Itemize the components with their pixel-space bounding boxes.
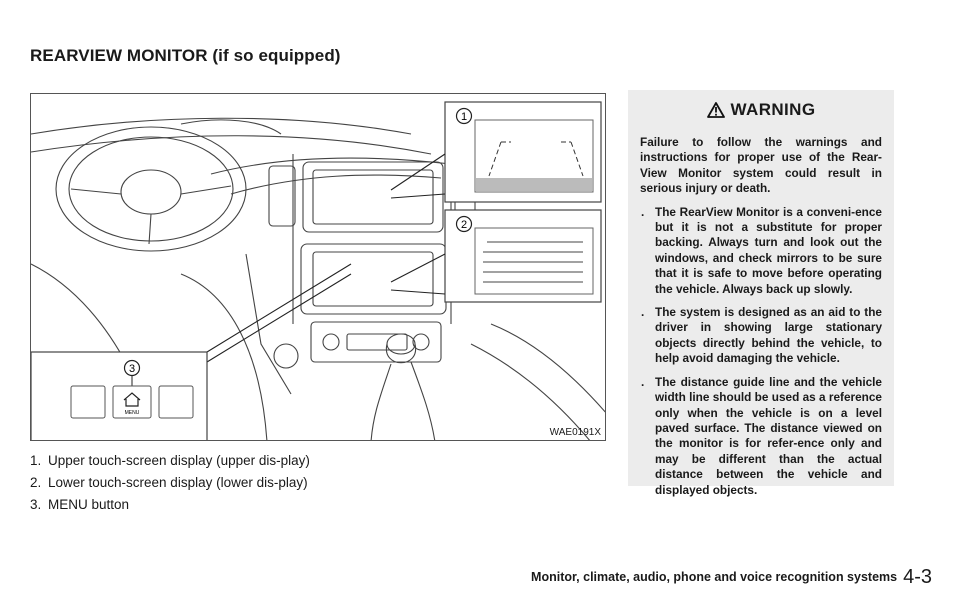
- callout-2-label: 2: [460, 219, 468, 231]
- page-number: 4-3: [903, 566, 932, 588]
- caption-text: Lower touch-screen display (lower dis-play): [48, 475, 308, 490]
- warning-intro: Failure to follow the warnings and instructions for proper use of the Rear-View Monitor system could result in serious injury or death.: [640, 135, 882, 196]
- warning-bullet-text: The distance guide line and the vehicle width line should be used as a reference only when the vehicle is on a level paved surface. The distance viewed on the monitor is for refer-ence only and may be different than the actual distance between the vehicle and displayed objects.: [655, 374, 882, 497]
- warning-box: [628, 90, 894, 497]
- caption-text: MENU button: [48, 497, 130, 512]
- warning-bullet-text: The system is designed as an aid to the driver in showing large stationary objects directly behind the vehicle, to help avoid damaging the vehicle.: [655, 305, 882, 366]
- caption-number: 3.: [30, 497, 42, 512]
- figure-captions: [30, 452, 330, 518]
- dashboard-drawing: [31, 94, 606, 441]
- callout-3-label: 3: [128, 363, 136, 375]
- caption-item: [30, 474, 330, 491]
- warning-triangle-icon: [707, 102, 725, 123]
- footer-section: Monitor, climate, audio, phone and voice recognition systems: [531, 570, 898, 584]
- warning-bullet: . The system is designed as an aid to the driver in showing large stationary objects directly behind the vehicle, to help avoid damaging the vehicle.: [641, 305, 882, 366]
- caption-item: [30, 452, 330, 469]
- callout-1-label: 1: [460, 111, 468, 123]
- warning-bullet: . The RearView Monitor is a conveni-ence but it is not a substitute for proper backing. Always turn and look out the windows, and check mirrors to be sure that it is safe to move before operating the vehicle. Always back up slowly.: [641, 204, 882, 296]
- warning-bullet: . The distance guide line and the vehicle width line should be used as a reference only when the vehicle is on a level paved surface. The distance viewed on the monitor is for refer-ence only and may be different than the actual distance between the vehicle and displayed objects.: [641, 374, 882, 497]
- warning-bullet-text: The RearView Monitor is a conveni-ence but it is not a substitute for proper backing. Always turn and look out the windows, and check mirrors to be sure that it is safe to move before operating the vehicle. Always back up slowly.: [655, 204, 882, 296]
- figure-code: WAE0191X: [549, 427, 601, 438]
- caption-text: Upper touch-screen display (upper dis-play): [48, 453, 310, 468]
- warning-title-text: WARNING: [730, 100, 816, 119]
- page-heading: REARVIEW MONITOR (if so equipped): [30, 46, 341, 65]
- caption-item: [30, 496, 330, 513]
- caption-number: 2.: [30, 475, 42, 490]
- caption-number: 1.: [30, 453, 42, 468]
- page-footer: [531, 566, 932, 589]
- warning-title: [640, 100, 882, 123]
- dashboard-illustration: [30, 93, 606, 441]
- menu-button-label: MENU: [124, 410, 140, 416]
